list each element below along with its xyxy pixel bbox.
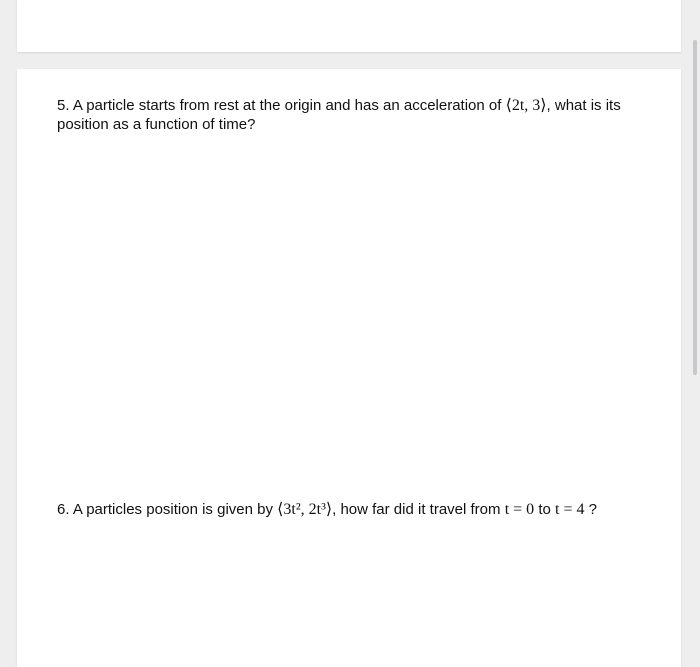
question-5-text: A particle starts from rest at the origin and has an acceleration of (72, 97, 502, 114)
time-start: t = 0 (504, 501, 535, 518)
position-vector: ⟨3t², 2t³⟩ (277, 501, 333, 518)
scrollbar[interactable] (693, 40, 697, 375)
question-6-text-mid: , how far did it travel from (332, 501, 501, 518)
question-6-text: A particles position is given by (72, 501, 273, 518)
question-5-text-after: , what is its position as a function of time? (57, 97, 621, 133)
question-6 (57, 500, 667, 519)
question-6-to: to (538, 501, 551, 518)
previous-question-card (17, 0, 681, 52)
question-6-number: 6. (57, 501, 70, 518)
acceleration-vector: ⟨2t, 3⟩ (505, 97, 547, 114)
question-5 (57, 96, 657, 134)
time-end: t = 4 (555, 501, 585, 518)
question-6-end: ? (588, 501, 597, 518)
question-card (17, 69, 681, 667)
question-5-number: 5. (57, 97, 70, 114)
